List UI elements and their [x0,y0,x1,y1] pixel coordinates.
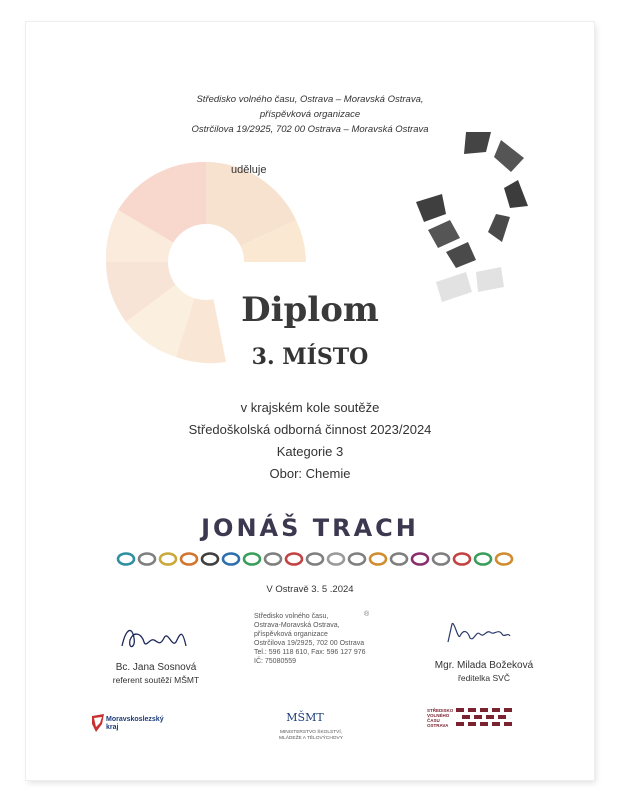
competition-field: Obor: Chemie [269,466,351,481]
region-logo-icon [90,712,106,734]
awards-text: uděluje [231,164,267,176]
signer-left-role: referent soutěží MŠMT [112,675,200,685]
organization-line-2: příspěvková organizace [259,109,361,120]
svc-logo-text [427,708,453,728]
ministry-logo-icon [286,703,324,729]
chain-link [118,554,134,565]
diploma-title: Diplom [241,290,379,330]
svc-line-1: STŘEDISKO [427,708,454,713]
place-heading: 3. MÍSTO [251,344,369,370]
ministry-line-1: MINISTERSTVO ŠKOLSTVÍ, [279,730,343,735]
svc-line-3: ČASU [427,718,440,723]
chain-link [265,554,281,565]
organization-line-3: Ostrčilova 19/2925, 702 00 Ostrava – Moravská Ostrava [191,124,429,135]
signer-right-name: Mgr. Milada Božeková [434,660,534,671]
chain-link [328,554,344,565]
stamp-line-4: Ostrčilova 19/2925, 702 00 Ostrava [254,640,365,647]
chain-link [454,554,470,565]
signer-right-role: ředitelka SVČ [458,673,510,683]
chain-link [181,554,197,565]
stamp-line-1: Středisko volného času, [254,613,329,620]
svc-line-2: VOLNÉHO [427,713,450,718]
ministry-mark: MŠMT [286,711,324,724]
chain-link [160,554,176,565]
svc-logo-icon [456,708,516,730]
stamp-line-5: Tel.: 596 118 610, Fax: 596 127 976 [254,649,366,656]
chain-link [244,554,260,565]
signature-left [116,620,196,656]
organization-header [26,92,594,137]
diploma-sheet [26,22,594,780]
chain-link [223,554,239,565]
chain-link [433,554,449,565]
decorative-chain-graphic [114,550,514,568]
chain-link [349,554,365,565]
competition-category: Kategorie 3 [276,444,344,459]
chain-link [286,554,302,565]
chain-link [370,554,386,565]
chain-link [412,554,428,565]
competition-line-2: Středoškolská odborná činnost 2023/2024 [188,422,432,437]
chain-link [475,554,491,565]
chain-link [139,554,155,565]
ministry-logo-text [266,730,356,742]
stamp-line-2: Ostrava-Moravská Ostrava, [254,622,340,629]
svc-line-4: OSTRAVA [427,723,449,728]
ministry-line-2: MLÁDEŽE A TĚLOVÝCHOVY [279,736,343,741]
region-logo-text: Moravskoslezský kraj [106,716,164,731]
winner-name: JONÁŠ TRACH [201,514,419,542]
organization-stamp [254,612,366,666]
place-and-date: V Ostravě 3. 5 .2024 [266,584,354,595]
signature-right [444,618,514,648]
chain-link [496,554,512,565]
signer-left-name: Bc. Jana Sosnová [115,662,197,673]
stamp-line-6: IČ: 75080559 [254,658,297,665]
registered-mark: ® [364,611,370,618]
stamp-line-3: příspěvková organizace [254,631,328,638]
organization-line-1: Středisko volného času, Ostrava – Moravská Ostrava, [196,94,424,105]
competition-line-1: v krajském kole soutěže [240,400,380,415]
chain-link [307,554,323,565]
chain-link [391,554,407,565]
chain-link [202,554,218,565]
